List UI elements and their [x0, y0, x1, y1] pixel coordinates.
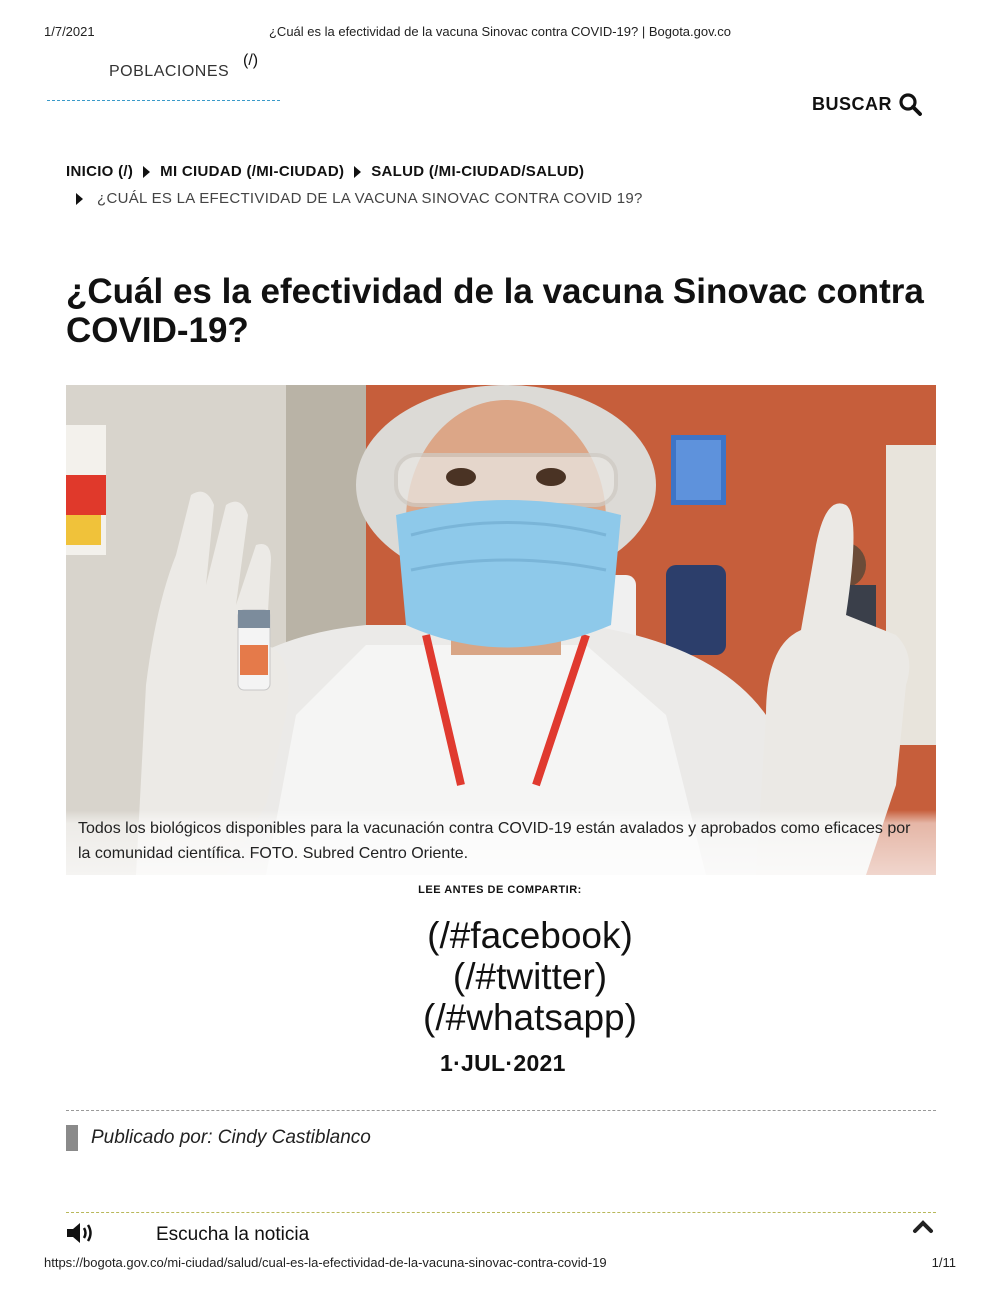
breadcrumb-mi-ciudad[interactable]: MI CIUDAD (/MI-CIUDAD): [160, 163, 345, 180]
share-twitter-link[interactable]: (/#twitter): [452, 956, 608, 997]
chevron-up-icon[interactable]: [912, 1218, 934, 1234]
breadcrumb-caret-icon: [143, 166, 150, 178]
breadcrumb-caret-icon: [354, 166, 361, 178]
publish-date: 1·JUL·2021: [440, 1050, 566, 1076]
breadcrumb-salud[interactable]: SALUD (/MI-CIUDAD/SALUD): [371, 163, 585, 180]
nav-poblaciones[interactable]: POBLACIONES: [109, 63, 230, 80]
share-whatsapp-link[interactable]: (/#whatsapp): [423, 997, 637, 1038]
search-button[interactable]: [812, 92, 922, 116]
author-marker: [66, 1125, 78, 1151]
search-icon: [898, 92, 922, 116]
breadcrumb-current-row: [74, 190, 643, 207]
page-title: ¿Cuál es la efectividad de la vacuna Sinovac contra COVID-19?: [66, 272, 924, 350]
share-heading: LEE ANTES DE COMPARTIR:: [418, 884, 582, 896]
breadcrumb-caret-icon: [76, 193, 83, 205]
nav-divider: [47, 100, 280, 101]
print-title: ¿Cuál es la efectividad de la vacuna Sinovac contra COVID-19? | Bogota.gov.co: [268, 24, 731, 39]
nav-home-link[interactable]: (/): [243, 52, 259, 69]
hero-image: [66, 385, 936, 875]
print-url: https://bogota.gov.co/mi-ciudad/salud/cual-es-la-efectividad-de-la-vacuna-sinovac-contra-covid-19: [44, 1255, 607, 1270]
image-caption: Todos los biológicos disponibles para la vacunación contra COVID-19 están avalados y aprobados como eficaces por la comunidad científica. FOTO. Subred Centro Oriente.: [66, 810, 936, 876]
divider: [66, 1110, 936, 1111]
listen-label[interactable]: Escucha la noticia: [156, 1224, 310, 1245]
print-page-number: 1/11: [931, 1255, 956, 1270]
breadcrumb: [66, 163, 584, 180]
search-label: BUSCAR: [811, 93, 892, 114]
breadcrumb-current: ¿CUÁL ES LA EFECTIVIDAD DE LA VACUNA SINOVAC CONTRA COVID 19?: [97, 190, 643, 207]
author-byline: Publicado por: Cindy Castiblanco: [91, 1127, 371, 1148]
speaker-icon[interactable]: [66, 1222, 96, 1244]
print-date: 1/7/2021: [44, 24, 95, 39]
breadcrumb-inicio[interactable]: INICIO (/): [66, 163, 134, 180]
divider: [66, 1212, 936, 1213]
share-facebook-link[interactable]: (/#facebook): [427, 915, 633, 956]
